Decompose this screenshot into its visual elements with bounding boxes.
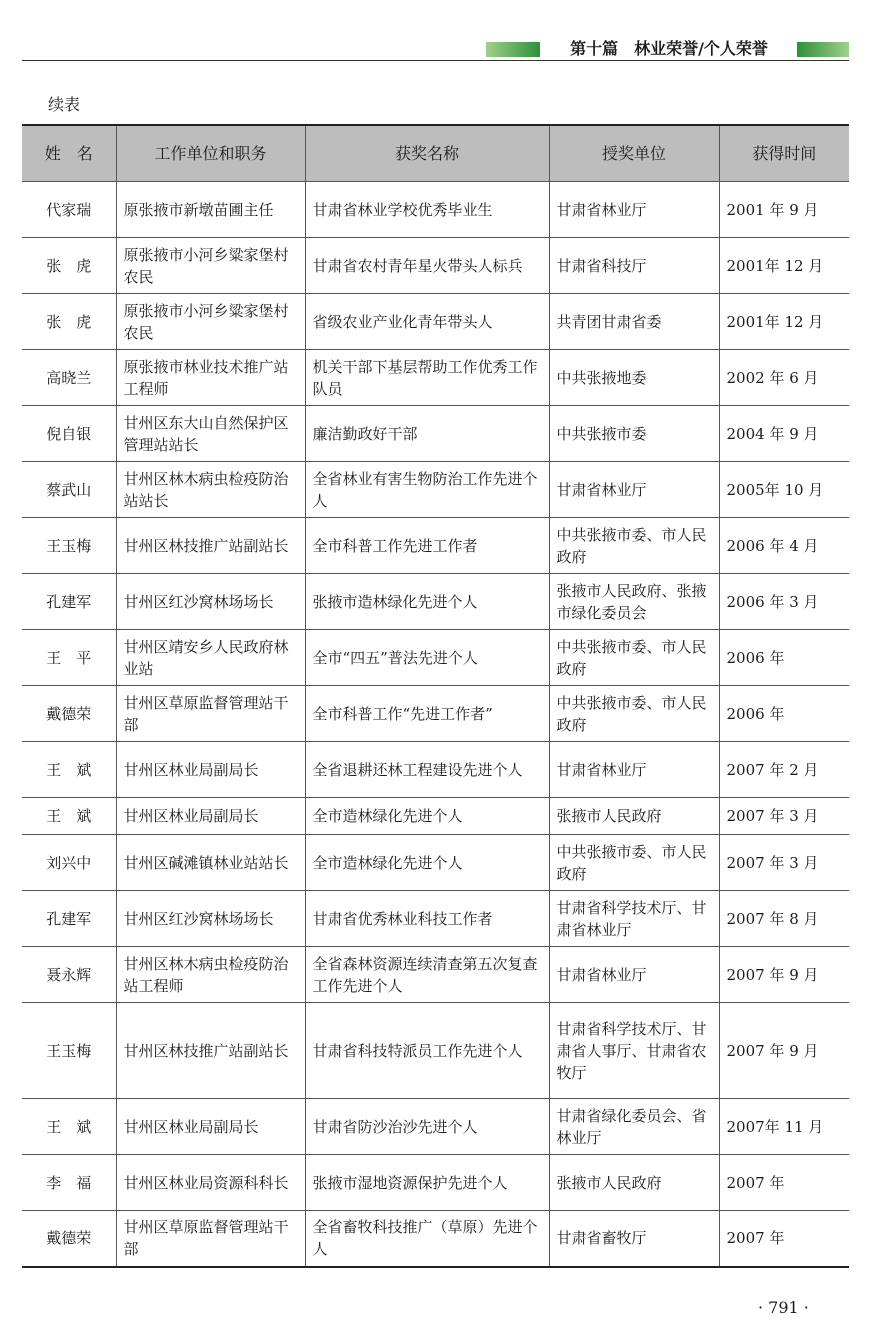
- cell-time: 2007 年 8 月: [719, 891, 849, 947]
- cell-time: 2007 年: [719, 1211, 849, 1267]
- cell-time: 2002 年 6 月: [719, 350, 849, 406]
- table-row: [22, 518, 849, 574]
- table-row: [22, 462, 849, 518]
- cell-award: 张掖市造林绿化先进个人: [305, 574, 549, 630]
- cell-grantor: 中共张掖市委、市人民政府: [549, 630, 719, 686]
- cell-time: 2006 年 4 月: [719, 518, 849, 574]
- cell-grantor: 张掖市人民政府: [549, 1155, 719, 1211]
- cell-award: 全省森林资源连续清查第五次复查工作先进个人: [305, 947, 549, 1003]
- cell-name: 孔建军: [22, 574, 116, 630]
- cell-grantor: 中共张掖市委、市人民政府: [549, 518, 719, 574]
- cell-name: 张 虎: [22, 294, 116, 350]
- cell-unit: 甘州区碱滩镇林业站站长: [116, 835, 305, 891]
- cell-award: 甘肃省优秀林业科技工作者: [305, 891, 549, 947]
- cell-award: 张掖市湿地资源保护先进个人: [305, 1155, 549, 1211]
- cell-grantor: 甘肃省绿化委员会、省林业厅: [549, 1099, 719, 1155]
- cell-time: 2007年 11 月: [719, 1099, 849, 1155]
- cell-grantor: 中共张掖市委、市人民政府: [549, 686, 719, 742]
- col-header-unit: 工作单位和职务: [116, 125, 305, 182]
- table-row: [22, 630, 849, 686]
- col-header-time: 获得时间: [719, 125, 849, 182]
- cell-unit: 甘州区林木病虫检疫防治站站长: [116, 462, 305, 518]
- page-number: · 791 ·: [758, 1298, 809, 1317]
- table-row: [22, 947, 849, 1003]
- cell-unit: 甘州区林技推广站副站长: [116, 1003, 305, 1099]
- cell-award: 全省畜牧科技推广（草原）先进个人: [305, 1211, 549, 1267]
- cell-award: 全市造林绿化先进个人: [305, 798, 549, 835]
- cell-name: 高晓兰: [22, 350, 116, 406]
- cell-grantor: 甘肃省林业厅: [549, 742, 719, 798]
- cell-time: 2007 年 3 月: [719, 835, 849, 891]
- cell-time: 2005年 10 月: [719, 462, 849, 518]
- cell-unit: 原张掖市小河乡粱家堡村农民: [116, 238, 305, 294]
- cell-time: 2007 年 2 月: [719, 742, 849, 798]
- cell-award: 甘肃省林业学校优秀毕业生: [305, 182, 549, 238]
- cell-grantor: 甘肃省科学技术厅、甘肃省林业厅: [549, 891, 719, 947]
- table-row: [22, 1211, 849, 1267]
- table-row: [22, 294, 849, 350]
- cell-unit: 原张掖市小河乡粱家堡村农民: [116, 294, 305, 350]
- cell-unit: 甘州区草原监督管理站干部: [116, 1211, 305, 1267]
- cell-unit: 甘州区林业局副局长: [116, 742, 305, 798]
- cell-award: 全省退耕还林工程建设先进个人: [305, 742, 549, 798]
- cell-time: 2006 年: [719, 630, 849, 686]
- cell-name: 戴德荣: [22, 1211, 116, 1267]
- cell-unit: 甘州区草原监督管理站干部: [116, 686, 305, 742]
- cell-unit: 甘州区林业局资源科科长: [116, 1155, 305, 1211]
- cell-name: 倪自银: [22, 406, 116, 462]
- cell-name: 刘兴中: [22, 835, 116, 891]
- table-row: [22, 891, 849, 947]
- cell-unit: 甘州区林技推广站副站长: [116, 518, 305, 574]
- cell-grantor: 中共张掖市委、市人民政府: [549, 835, 719, 891]
- cell-grantor: 中共张掖市委: [549, 406, 719, 462]
- cell-grantor: 甘肃省畜牧厅: [549, 1211, 719, 1267]
- cell-grantor: 中共张掖地委: [549, 350, 719, 406]
- cell-unit: 原张掖市新墩苗圃主任: [116, 182, 305, 238]
- honors-table: [22, 124, 849, 1268]
- cell-time: 2007 年 3 月: [719, 798, 849, 835]
- cell-unit: 甘州区红沙窝林场场长: [116, 891, 305, 947]
- cell-unit: 甘州区东大山自然保护区管理站站长: [116, 406, 305, 462]
- table-row: [22, 350, 849, 406]
- col-header-grantor: 授奖单位: [549, 125, 719, 182]
- table-row: [22, 1099, 849, 1155]
- cell-unit: 甘州区靖安乡人民政府林业站: [116, 630, 305, 686]
- table-row: [22, 182, 849, 238]
- cell-name: 聂永辉: [22, 947, 116, 1003]
- cell-time: 2007 年: [719, 1155, 849, 1211]
- cell-unit: 原张掖市林业技术推广站工程师: [116, 350, 305, 406]
- cell-award: 甘肃省农村青年星火带头人标兵: [305, 238, 549, 294]
- cell-name: 王 斌: [22, 798, 116, 835]
- col-header-name: 姓 名: [22, 125, 116, 182]
- cell-award: 机关干部下基层帮助工作优秀工作队员: [305, 350, 549, 406]
- cell-grantor: 张掖市人民政府: [549, 798, 719, 835]
- cell-grantor: 甘肃省林业厅: [549, 947, 719, 1003]
- cell-time: 2004 年 9 月: [719, 406, 849, 462]
- col-header-award: 获奖名称: [305, 125, 549, 182]
- cell-name: 代家瑞: [22, 182, 116, 238]
- cell-name: 王 斌: [22, 742, 116, 798]
- cell-name: 张 虎: [22, 238, 116, 294]
- table-row: [22, 742, 849, 798]
- cell-unit: 甘州区林业局副局长: [116, 1099, 305, 1155]
- cell-time: 2001 年 9 月: [719, 182, 849, 238]
- cell-grantor: 甘肃省林业厅: [549, 462, 719, 518]
- header-rule: [22, 60, 849, 61]
- cell-grantor: 共青团甘肃省委: [549, 294, 719, 350]
- table-row: [22, 686, 849, 742]
- header-decor-bar-right: [797, 42, 849, 57]
- cell-award: 全市“四五”普法先进个人: [305, 630, 549, 686]
- cell-unit: 甘州区林木病虫检疫防治站工程师: [116, 947, 305, 1003]
- cell-grantor: 甘肃省林业厅: [549, 182, 719, 238]
- cell-time: 2006 年: [719, 686, 849, 742]
- cell-time: 2007 年 9 月: [719, 947, 849, 1003]
- cell-name: 王 斌: [22, 1099, 116, 1155]
- cell-award: 甘肃省防沙治沙先进个人: [305, 1099, 549, 1155]
- table-row: [22, 835, 849, 891]
- cell-name: 王玉梅: [22, 518, 116, 574]
- table-body: [22, 182, 849, 1267]
- cell-unit: 甘州区林业局副局长: [116, 798, 305, 835]
- cell-time: 2001年 12 月: [719, 294, 849, 350]
- cell-award: 省级农业产业化青年带头人: [305, 294, 549, 350]
- cell-name: 戴德荣: [22, 686, 116, 742]
- cell-name: 蔡武山: [22, 462, 116, 518]
- cell-time: 2001年 12 月: [719, 238, 849, 294]
- running-header-title: 第十篇 林业荣誉/个人荣誉: [570, 39, 768, 58]
- table-row: [22, 406, 849, 462]
- cell-name: 孔建军: [22, 891, 116, 947]
- cell-award: 全市造林绿化先进个人: [305, 835, 549, 891]
- cell-time: 2006 年 3 月: [719, 574, 849, 630]
- table-header-row: [22, 125, 849, 182]
- cell-name: 王 平: [22, 630, 116, 686]
- table-row: [22, 1155, 849, 1211]
- cell-grantor: 甘肃省科学技术厅、甘肃省人事厅、甘肃省农牧厅: [549, 1003, 719, 1099]
- cell-award: 全市科普工作先进工作者: [305, 518, 549, 574]
- cell-unit: 甘州区红沙窝林场场长: [116, 574, 305, 630]
- table-row: [22, 1003, 849, 1099]
- table-continued-label: 续表: [48, 95, 81, 114]
- cell-grantor: 甘肃省科技厅: [549, 238, 719, 294]
- cell-grantor: 张掖市人民政府、张掖市绿化委员会: [549, 574, 719, 630]
- table-row: [22, 574, 849, 630]
- cell-award: 全市科普工作“先进工作者”: [305, 686, 549, 742]
- cell-award: 全省林业有害生物防治工作先进个人: [305, 462, 549, 518]
- cell-name: 王玉梅: [22, 1003, 116, 1099]
- table-row: [22, 798, 849, 835]
- cell-award: 廉洁勤政好干部: [305, 406, 549, 462]
- cell-award: 甘肃省科技特派员工作先进个人: [305, 1003, 549, 1099]
- header-decor-bar-left: [486, 42, 540, 57]
- cell-name: 李 福: [22, 1155, 116, 1211]
- table-row: [22, 238, 849, 294]
- cell-time: 2007 年 9 月: [719, 1003, 849, 1099]
